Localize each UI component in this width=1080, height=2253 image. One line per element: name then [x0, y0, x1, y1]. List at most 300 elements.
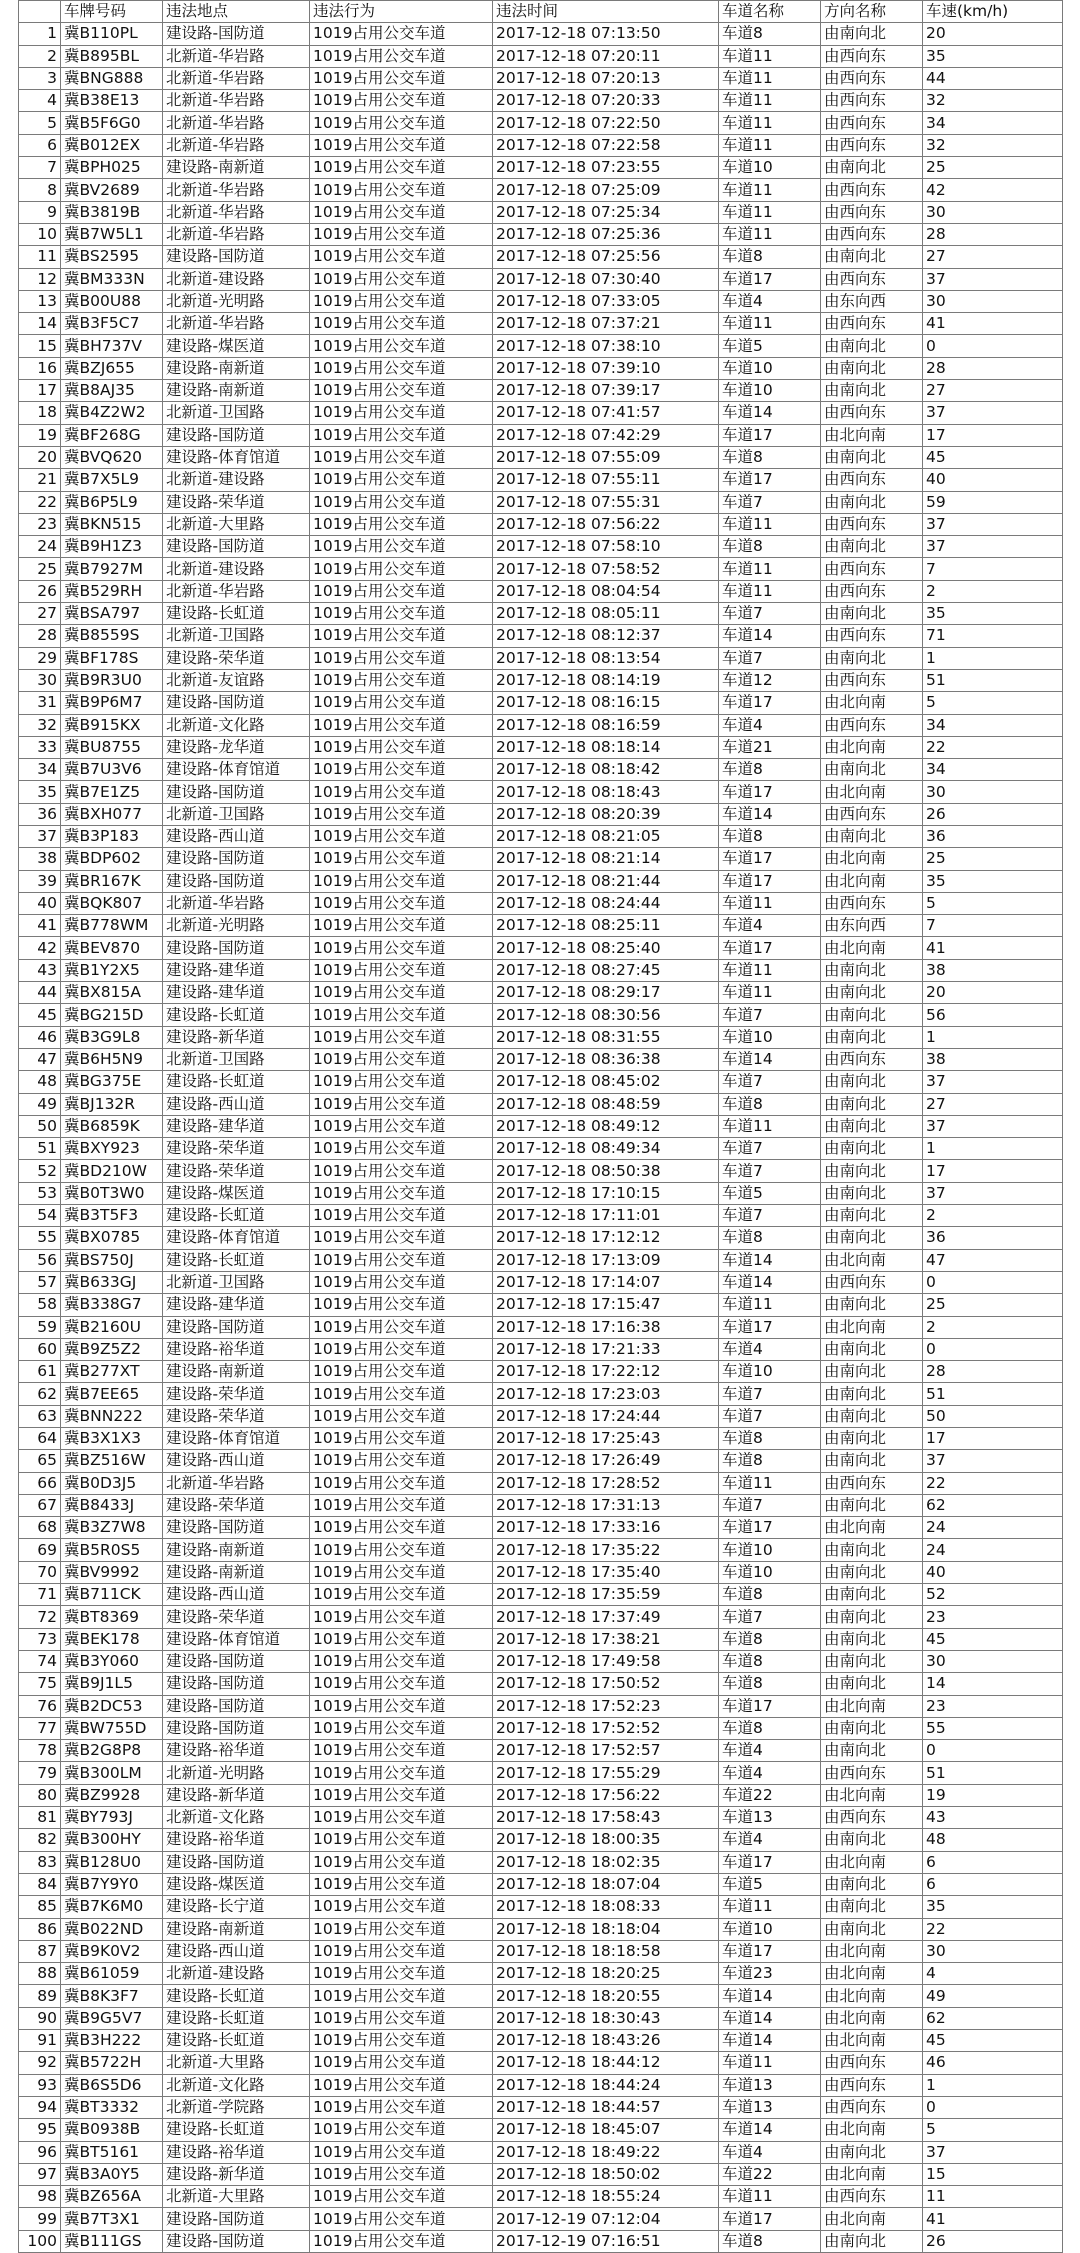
violation-cell: 1019占用公交车道: [310, 1807, 493, 1829]
location-cell: 北新道-卫国路: [163, 1048, 310, 1070]
location-cell: 建设路-体育馆道: [163, 1227, 310, 1249]
speed-cell: 5: [923, 892, 1063, 914]
violation-cell: 1019占用公交车道: [310, 1517, 493, 1539]
table-row: [19, 2208, 1063, 2230]
direction-cell: 由南向北: [821, 1338, 923, 1360]
time-cell: 2017-12-18 08:16:59: [493, 714, 719, 736]
violation-cell: 1019占用公交车道: [310, 1138, 493, 1160]
direction-cell: 由南向北: [821, 647, 923, 669]
lane-cell: 车道4: [719, 714, 821, 736]
location-cell: 北新道-卫国路: [163, 402, 310, 424]
time-cell: 2017-12-18 18:00:35: [493, 1829, 719, 1851]
lane-cell: 车道4: [719, 915, 821, 937]
speed-cell: 28: [923, 357, 1063, 379]
direction-cell: 由西向东: [821, 558, 923, 580]
speed-cell: 49: [923, 1985, 1063, 2007]
violation-cell: 1019占用公交车道: [310, 558, 493, 580]
lane-cell: 车道7: [719, 1205, 821, 1227]
violation-cell: 1019占用公交车道: [310, 45, 493, 67]
direction-cell: 由北向南: [821, 937, 923, 959]
direction-cell: 由南向北: [821, 2141, 923, 2163]
speed-cell: 45: [923, 446, 1063, 468]
direction-cell: 由西向东: [821, 714, 923, 736]
plate-cell: 冀BQK807: [61, 892, 163, 914]
plate-cell: 冀B3P183: [61, 825, 163, 847]
plate-cell: 冀B915KX: [61, 714, 163, 736]
table-row: [19, 1873, 1063, 1895]
speed-cell: 35: [923, 870, 1063, 892]
table-row: [19, 848, 1063, 870]
speed-cell: 34: [923, 714, 1063, 736]
lane-cell: 车道11: [719, 2186, 821, 2208]
time-cell: 2017-12-18 08:12:37: [493, 625, 719, 647]
row-index: 61: [19, 1361, 61, 1383]
row-index: 86: [19, 1918, 61, 1940]
row-index: 38: [19, 848, 61, 870]
lane-cell: 车道17: [719, 781, 821, 803]
row-index: 79: [19, 1762, 61, 1784]
violation-cell: 1019占用公交车道: [310, 603, 493, 625]
row-index: 75: [19, 1673, 61, 1695]
time-cell: 2017-12-18 17:33:16: [493, 1517, 719, 1539]
header-location: 违法地点: [163, 1, 310, 23]
plate-cell: 冀B8559S: [61, 625, 163, 647]
time-cell: 2017-12-18 07:25:56: [493, 246, 719, 268]
header-time: 违法时间: [493, 1, 719, 23]
table-row: [19, 201, 1063, 223]
row-index: 68: [19, 1517, 61, 1539]
speed-cell: 0: [923, 1740, 1063, 1762]
location-cell: 建设路-南新道: [163, 157, 310, 179]
time-cell: 2017-12-18 07:39:10: [493, 357, 719, 379]
time-cell: 2017-12-18 08:21:14: [493, 848, 719, 870]
table-row: [19, 469, 1063, 491]
table-row: [19, 2230, 1063, 2252]
speed-cell: 25: [923, 848, 1063, 870]
lane-cell: 车道23: [719, 1963, 821, 1985]
location-cell: 建设路-国防道: [163, 23, 310, 45]
violation-cell: 1019占用公交车道: [310, 759, 493, 781]
plate-cell: 冀B529RH: [61, 580, 163, 602]
plate-cell: 冀BT5161: [61, 2141, 163, 2163]
location-cell: 建设路-裕华道: [163, 1740, 310, 1762]
row-index: 15: [19, 335, 61, 357]
header-lane: 车道名称: [719, 1, 821, 23]
lane-cell: 车道7: [719, 1383, 821, 1405]
lane-cell: 车道11: [719, 201, 821, 223]
direction-cell: 由南向北: [821, 1361, 923, 1383]
plate-cell: 冀B3819B: [61, 201, 163, 223]
row-index: 14: [19, 313, 61, 335]
location-cell: 北新道-卫国路: [163, 1271, 310, 1293]
direction-cell: 由南向北: [821, 1004, 923, 1026]
violation-cell: 1019占用公交车道: [310, 1784, 493, 1806]
direction-cell: 由北向南: [821, 736, 923, 758]
location-cell: 建设路-西山道: [163, 825, 310, 847]
table-row: [19, 825, 1063, 847]
time-cell: 2017-12-18 17:14:07: [493, 1271, 719, 1293]
time-cell: 2017-12-18 08:24:44: [493, 892, 719, 914]
row-index: 73: [19, 1628, 61, 1650]
location-cell: 建设路-荣华道: [163, 647, 310, 669]
violation-cell: 1019占用公交车道: [310, 1294, 493, 1316]
location-cell: 北新道-光明路: [163, 1762, 310, 1784]
lane-cell: 车道13: [719, 2096, 821, 2118]
location-cell: 北新道-华岩路: [163, 67, 310, 89]
violation-cell: 1019占用公交车道: [310, 313, 493, 335]
speed-cell: 38: [923, 959, 1063, 981]
violation-cell: 1019占用公交车道: [310, 2074, 493, 2096]
table-row: [19, 90, 1063, 112]
violation-cell: 1019占用公交车道: [310, 1383, 493, 1405]
direction-cell: 由南向北: [821, 491, 923, 513]
plate-cell: 冀B9K0V2: [61, 1940, 163, 1962]
speed-cell: 19: [923, 1784, 1063, 1806]
direction-cell: 由北向南: [821, 2163, 923, 2185]
speed-cell: 45: [923, 2030, 1063, 2052]
lane-cell: 车道8: [719, 536, 821, 558]
location-cell: 建设路-裕华道: [163, 1338, 310, 1360]
plate-cell: 冀BZJ655: [61, 357, 163, 379]
violation-cell: 1019占用公交车道: [310, 580, 493, 602]
lane-cell: 车道8: [719, 1628, 821, 1650]
speed-cell: 0: [923, 1338, 1063, 1360]
plate-cell: 冀BNN222: [61, 1405, 163, 1427]
direction-cell: 由西向东: [821, 1048, 923, 1070]
time-cell: 2017-12-18 18:08:33: [493, 1896, 719, 1918]
time-cell: 2017-12-18 18:44:24: [493, 2074, 719, 2096]
violation-table: [18, 0, 1063, 2253]
location-cell: 建设路-国防道: [163, 848, 310, 870]
direction-cell: 由北向南: [821, 1316, 923, 1338]
lane-cell: 车道14: [719, 402, 821, 424]
time-cell: 2017-12-18 08:21:05: [493, 825, 719, 847]
row-index: 96: [19, 2141, 61, 2163]
violation-cell: 1019占用公交车道: [310, 1918, 493, 1940]
row-index: 2: [19, 45, 61, 67]
speed-cell: 23: [923, 1695, 1063, 1717]
plate-cell: 冀BV9992: [61, 1561, 163, 1583]
lane-cell: 车道14: [719, 1249, 821, 1271]
location-cell: 建设路-荣华道: [163, 1606, 310, 1628]
lane-cell: 车道7: [719, 1138, 821, 1160]
location-cell: 建设路-荣华道: [163, 491, 310, 513]
speed-cell: 7: [923, 558, 1063, 580]
violation-cell: 1019占用公交车道: [310, 112, 493, 134]
speed-cell: 43: [923, 1807, 1063, 1829]
lane-cell: 车道8: [719, 1717, 821, 1739]
table-row: [19, 1472, 1063, 1494]
time-cell: 2017-12-18 18:43:26: [493, 2030, 719, 2052]
location-cell: 北新道-华岩路: [163, 892, 310, 914]
lane-cell: 车道8: [719, 1450, 821, 1472]
table-row: [19, 1561, 1063, 1583]
lane-cell: 车道14: [719, 1271, 821, 1293]
location-cell: 北新道-大里路: [163, 513, 310, 535]
speed-cell: 0: [923, 335, 1063, 357]
time-cell: 2017-12-18 17:16:38: [493, 1316, 719, 1338]
lane-cell: 车道8: [719, 825, 821, 847]
direction-cell: 由南向北: [821, 446, 923, 468]
time-cell: 2017-12-18 08:18:14: [493, 736, 719, 758]
lane-cell: 车道4: [719, 1829, 821, 1851]
row-index: 83: [19, 1851, 61, 1873]
table-row: [19, 1383, 1063, 1405]
speed-cell: 46: [923, 2052, 1063, 2074]
time-cell: 2017-12-18 08:25:11: [493, 915, 719, 937]
time-cell: 2017-12-18 07:25:34: [493, 201, 719, 223]
lane-cell: 车道17: [719, 937, 821, 959]
row-index: 52: [19, 1160, 61, 1182]
location-cell: 建设路-西山道: [163, 1584, 310, 1606]
lane-cell: 车道8: [719, 446, 821, 468]
plate-cell: 冀BS750J: [61, 1249, 163, 1271]
table-row: [19, 1026, 1063, 1048]
table-row: [19, 1695, 1063, 1717]
speed-cell: 34: [923, 759, 1063, 781]
plate-cell: 冀B7Y9Y0: [61, 1873, 163, 1895]
violation-cell: 1019占用公交车道: [310, 1115, 493, 1137]
plate-cell: 冀B8K3F7: [61, 1985, 163, 2007]
plate-cell: 冀B5722H: [61, 2052, 163, 2074]
table-row: [19, 446, 1063, 468]
table-row: [19, 67, 1063, 89]
lane-cell: 车道11: [719, 313, 821, 335]
header-row: [19, 1, 1063, 23]
time-cell: 2017-12-18 18:20:55: [493, 1985, 719, 2007]
speed-cell: 27: [923, 246, 1063, 268]
plate-cell: 冀B778WM: [61, 915, 163, 937]
violation-cell: 1019占用公交车道: [310, 1093, 493, 1115]
lane-cell: 车道17: [719, 1695, 821, 1717]
speed-cell: 42: [923, 179, 1063, 201]
violation-cell: 1019占用公交车道: [310, 246, 493, 268]
plate-cell: 冀B3A0Y5: [61, 2163, 163, 2185]
time-cell: 2017-12-18 08:20:39: [493, 803, 719, 825]
row-index: 26: [19, 580, 61, 602]
violation-cell: 1019占用公交车道: [310, 1205, 493, 1227]
time-cell: 2017-12-18 07:42:29: [493, 424, 719, 446]
violation-cell: 1019占用公交车道: [310, 1673, 493, 1695]
time-cell: 2017-12-18 07:22:50: [493, 112, 719, 134]
table-row: [19, 380, 1063, 402]
table-row: [19, 1740, 1063, 1762]
row-index: 1: [19, 23, 61, 45]
location-cell: 建设路-新华道: [163, 2163, 310, 2185]
row-index: 32: [19, 714, 61, 736]
row-index: 69: [19, 1539, 61, 1561]
violation-cell: 1019占用公交车道: [310, 736, 493, 758]
speed-cell: 5: [923, 692, 1063, 714]
direction-cell: 由西向东: [821, 45, 923, 67]
table-row: [19, 513, 1063, 535]
time-cell: 2017-12-18 08:50:38: [493, 1160, 719, 1182]
plate-cell: 冀BEK178: [61, 1628, 163, 1650]
lane-cell: 车道7: [719, 491, 821, 513]
violation-cell: 1019占用公交车道: [310, 1584, 493, 1606]
speed-cell: 1: [923, 647, 1063, 669]
table-row: [19, 1517, 1063, 1539]
plate-cell: 冀B6859K: [61, 1115, 163, 1137]
location-cell: 建设路-裕华道: [163, 2141, 310, 2163]
row-index: 49: [19, 1093, 61, 1115]
direction-cell: 由南向北: [821, 246, 923, 268]
time-cell: 2017-12-18 07:20:13: [493, 67, 719, 89]
row-index: 92: [19, 2052, 61, 2074]
direction-cell: 由北向南: [821, 1851, 923, 1873]
speed-cell: 27: [923, 1093, 1063, 1115]
row-index: 3: [19, 67, 61, 89]
location-cell: 建设路-南新道: [163, 1539, 310, 1561]
row-index: 33: [19, 736, 61, 758]
table-row: [19, 179, 1063, 201]
time-cell: 2017-12-18 18:44:12: [493, 2052, 719, 2074]
time-cell: 2017-12-18 17:35:40: [493, 1561, 719, 1583]
time-cell: 2017-12-18 17:49:58: [493, 1650, 719, 1672]
location-cell: 北新道-华岩路: [163, 45, 310, 67]
row-index: 42: [19, 937, 61, 959]
plate-cell: 冀B3Y060: [61, 1650, 163, 1672]
location-cell: 建设路-西山道: [163, 1450, 310, 1472]
lane-cell: 车道11: [719, 134, 821, 156]
row-index: 56: [19, 1249, 61, 1271]
direction-cell: 由西向东: [821, 2074, 923, 2096]
table-row: [19, 134, 1063, 156]
row-index: 43: [19, 959, 61, 981]
direction-cell: 由南向北: [821, 1227, 923, 1249]
speed-cell: 45: [923, 1628, 1063, 1650]
direction-cell: 由西向东: [821, 134, 923, 156]
row-index: 77: [19, 1717, 61, 1739]
time-cell: 2017-12-18 08:05:11: [493, 603, 719, 625]
plate-cell: 冀BXY923: [61, 1138, 163, 1160]
table-row: [19, 1717, 1063, 1739]
violation-cell: 1019占用公交车道: [310, 1182, 493, 1204]
speed-cell: 59: [923, 491, 1063, 513]
time-cell: 2017-12-18 07:25:36: [493, 223, 719, 245]
lane-cell: 车道17: [719, 1940, 821, 1962]
table-row: [19, 1316, 1063, 1338]
row-index: 37: [19, 825, 61, 847]
row-index: 22: [19, 491, 61, 513]
location-cell: 北新道-华岩路: [163, 313, 310, 335]
direction-cell: 由北向南: [821, 1784, 923, 1806]
direction-cell: 由北向南: [821, 1963, 923, 1985]
table-row: [19, 45, 1063, 67]
row-index: 13: [19, 290, 61, 312]
table-body: [19, 23, 1063, 2253]
plate-cell: 冀B895BL: [61, 45, 163, 67]
header-plate: 车牌号码: [61, 1, 163, 23]
speed-cell: 36: [923, 825, 1063, 847]
time-cell: 2017-12-18 08:36:38: [493, 1048, 719, 1070]
direction-cell: 由西向东: [821, 580, 923, 602]
violation-cell: 1019占用公交车道: [310, 2230, 493, 2252]
table-row: [19, 625, 1063, 647]
direction-cell: 由南向北: [821, 357, 923, 379]
row-index: 21: [19, 469, 61, 491]
table-row: [19, 1405, 1063, 1427]
row-index: 98: [19, 2186, 61, 2208]
row-index: 45: [19, 1004, 61, 1026]
direction-cell: 由南向北: [821, 1717, 923, 1739]
row-index: 51: [19, 1138, 61, 1160]
plate-cell: 冀B7T3X1: [61, 2208, 163, 2230]
time-cell: 2017-12-18 07:55:31: [493, 491, 719, 513]
time-cell: 2017-12-18 07:20:11: [493, 45, 719, 67]
direction-cell: 由南向北: [821, 2230, 923, 2252]
lane-cell: 车道8: [719, 1227, 821, 1249]
plate-cell: 冀B7E1Z5: [61, 781, 163, 803]
plate-cell: 冀B3Z7W8: [61, 1517, 163, 1539]
row-index: 24: [19, 536, 61, 558]
time-cell: 2017-12-18 17:50:52: [493, 1673, 719, 1695]
direction-cell: 由南向北: [821, 1294, 923, 1316]
table-row: [19, 1494, 1063, 1516]
row-index: 70: [19, 1561, 61, 1583]
location-cell: 北新道-华岩路: [163, 223, 310, 245]
lane-cell: 车道5: [719, 1873, 821, 1895]
row-index: 44: [19, 982, 61, 1004]
direction-cell: 由南向北: [821, 335, 923, 357]
plate-cell: 冀B7U3V6: [61, 759, 163, 781]
location-cell: 建设路-荣华道: [163, 1405, 310, 1427]
table-row: [19, 1093, 1063, 1115]
speed-cell: 22: [923, 1472, 1063, 1494]
speed-cell: 36: [923, 1227, 1063, 1249]
speed-cell: 7: [923, 915, 1063, 937]
row-index: 5: [19, 112, 61, 134]
table-row: [19, 2007, 1063, 2029]
direction-cell: 由南向北: [821, 825, 923, 847]
direction-cell: 由南向北: [821, 1071, 923, 1093]
lane-cell: 车道10: [719, 1026, 821, 1048]
violation-cell: 1019占用公交车道: [310, 1227, 493, 1249]
direction-cell: 由北向南: [821, 1695, 923, 1717]
direction-cell: 由西向东: [821, 469, 923, 491]
direction-cell: 由北向南: [821, 2030, 923, 2052]
violation-cell: 1019占用公交车道: [310, 2096, 493, 2118]
location-cell: 建设路-国防道: [163, 870, 310, 892]
direction-cell: 由西向东: [821, 179, 923, 201]
row-index: 65: [19, 1450, 61, 1472]
location-cell: 建设路-国防道: [163, 1650, 310, 1672]
table-row: [19, 1963, 1063, 1985]
speed-cell: 28: [923, 223, 1063, 245]
time-cell: 2017-12-18 17:31:13: [493, 1494, 719, 1516]
header-direction: 方向名称: [821, 1, 923, 23]
speed-cell: 51: [923, 669, 1063, 691]
violation-cell: 1019占用公交车道: [310, 223, 493, 245]
table-row: [19, 1985, 1063, 2007]
location-cell: 建设路-南新道: [163, 1918, 310, 1940]
time-cell: 2017-12-18 18:49:22: [493, 2141, 719, 2163]
plate-cell: 冀B9H1Z3: [61, 536, 163, 558]
speed-cell: 23: [923, 1606, 1063, 1628]
violation-cell: 1019占用公交车道: [310, 2186, 493, 2208]
direction-cell: 由西向东: [821, 892, 923, 914]
plate-cell: 冀B2G8P8: [61, 1740, 163, 1762]
violation-cell: 1019占用公交车道: [310, 803, 493, 825]
violation-cell: 1019占用公交车道: [310, 380, 493, 402]
table-row: [19, 2030, 1063, 2052]
location-cell: 建设路-长虹道: [163, 2007, 310, 2029]
speed-cell: 51: [923, 1383, 1063, 1405]
lane-cell: 车道10: [719, 357, 821, 379]
time-cell: 2017-12-18 07:22:58: [493, 134, 719, 156]
time-cell: 2017-12-18 17:15:47: [493, 1294, 719, 1316]
lane-cell: 车道17: [719, 268, 821, 290]
